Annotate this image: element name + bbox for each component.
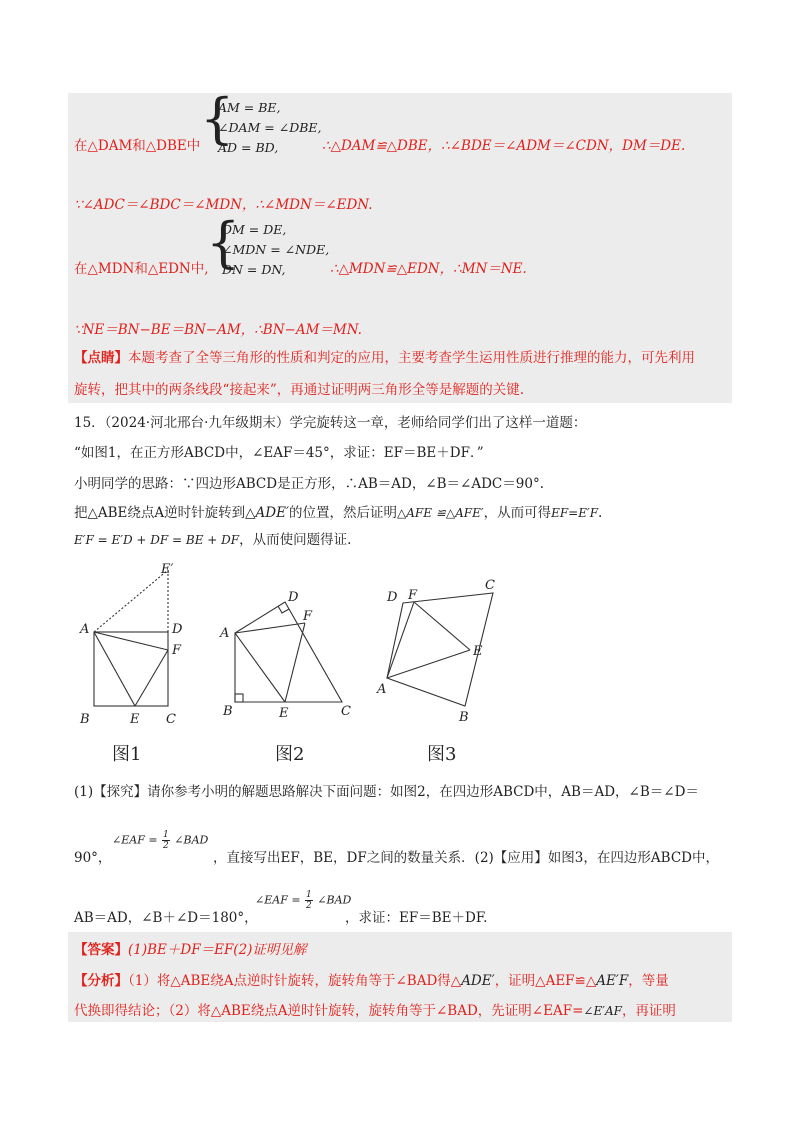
equation-system-1 xyxy=(218,98,322,158)
comment-line-2: 旋转，把其中的两条线段“接起来”，再通过证明两三角形全等是解题的关键. xyxy=(74,382,525,398)
q15-l4a: 把△ABE绕点A逆时针旋转到 xyxy=(74,505,246,521)
comment-tag: 【点睛】 xyxy=(74,350,128,366)
q15-line-4 xyxy=(74,501,602,521)
formula2-den: 2 xyxy=(306,901,312,911)
analysis-text-2b: ∠E′AF xyxy=(583,1004,622,1018)
q15-line-1: 15．（2024·河北邢台·九年级期末）学完旋转这一章，老师给同学们出了这样一道题： xyxy=(74,415,587,431)
fig2-right-angle-B xyxy=(235,694,243,702)
q15-l4d: △AFE ≌△AFE′ xyxy=(397,506,484,520)
fig2-line-EF xyxy=(285,623,305,702)
analysis-text-2c: ，再证明 xyxy=(621,1003,676,1019)
comment-text-1: 本题考查了全等三角形的性质和判定的应用，主要考查学生运用性质进行推理的能力，可先利用 xyxy=(128,350,695,366)
line-3: ∵NE＝BN−BE＝BN−AM，∴BN−AM＝MN. xyxy=(74,322,362,338)
answer-tag: 【答案】 xyxy=(74,942,128,958)
fig3-caption: 图3 xyxy=(427,744,457,765)
block2-prefix: 在△MDN和△EDN中, xyxy=(74,261,209,277)
analysis-text-2a: 代换即得结论；（2）将△ABE绕点A逆时针旋转，旋转角等于∠BAD，先证明∠EAF= xyxy=(74,1003,584,1019)
fig1-caption: 图1 xyxy=(112,744,142,765)
fig3-label-E: E xyxy=(473,644,483,659)
fig3-line-FE xyxy=(414,602,470,650)
part1-line-1: (1)【探究】请你参考小明的解题思路解决下面问题：如图2，在四边形ABCD中，AB＝AD，∠B＝∠D＝ xyxy=(74,784,699,800)
formula2-rhs: ∠BAD xyxy=(317,893,352,907)
q15-l4g: . xyxy=(598,505,603,521)
part1-line-3a: AB＝AD，∠B＋∠D＝180°， xyxy=(74,910,258,926)
formula1-fraction xyxy=(162,830,170,851)
q15-line-3: 小明同学的思路：∵四边形ABCD是正方形，∴AB＝AD，∠B＝∠ADC＝90°. xyxy=(74,476,544,492)
analysis-text-1d: AE′F xyxy=(596,973,629,989)
fig3-label-D: D xyxy=(387,590,398,605)
fig1-label-A: A xyxy=(80,622,90,637)
fig3-label-C: C xyxy=(485,578,495,593)
analysis-text-1e: ，等量 xyxy=(628,973,669,989)
fig2-label-A: A xyxy=(220,626,230,641)
fig1-line-EF xyxy=(135,650,168,706)
brace-2: { xyxy=(206,211,241,274)
fig1-label-E: E xyxy=(130,712,140,727)
fig1-label-C: C xyxy=(166,712,176,727)
q15-l4c: 的位置，然后证明 xyxy=(289,505,398,521)
fig2-label-B: B xyxy=(223,704,233,719)
formula1-rhs: ∠BAD xyxy=(174,833,209,847)
fig1-line-AF xyxy=(94,632,168,650)
answer-line xyxy=(74,938,306,958)
fig2-label-D: D xyxy=(288,590,299,605)
eq5-line: ∠MDN = ∠NDE, xyxy=(222,242,330,257)
formula1-num: 1 xyxy=(163,830,169,840)
q15-l5a: E′F = E′D + DF = BE + DF xyxy=(74,533,240,547)
q15-l4f: EF=E′F xyxy=(551,506,599,520)
figure-2 xyxy=(215,575,365,770)
brace-1: { xyxy=(200,87,235,150)
q15-l4b: △ADE′ xyxy=(245,505,290,521)
line-2: ∵∠ADC＝∠BDC＝∠MDN，∴∠MDN＝∠EDN. xyxy=(74,197,373,213)
fig1-line-AE xyxy=(94,632,135,706)
q15-l5b: ，从而使问题得证. xyxy=(239,532,352,548)
block1-prefix: 在△DAM和△DBE中 xyxy=(74,138,201,154)
analysis-line-2 xyxy=(74,999,676,1019)
block1-suffix: ∴△DAM≌△DBE，∴∠BDE＝∠ADM＝∠CDN，DM＝DE. xyxy=(322,138,686,154)
formula2-lhs: ∠EAF = xyxy=(255,893,301,907)
fig1-line-AE' xyxy=(94,570,168,632)
fig3-label-A: A xyxy=(377,682,387,697)
answer-text: (1)BE＋DF＝EF(2)证明见解 xyxy=(128,942,307,958)
eq2-line: ∠DAM = ∠DBE, xyxy=(218,120,322,135)
eq3-line: AD = BD, xyxy=(218,140,279,155)
q15-line-2: “如图1，在正方形ABCD中，∠EAF＝45°，求证：EF＝BE＋DF．” xyxy=(74,445,484,461)
analysis-text-1a: （1）将△ABE绕A点逆时针旋转，旋转角等于∠BAD得△ xyxy=(128,973,462,989)
fig3-line-AE xyxy=(387,650,470,678)
eq6-line: DN = DN, xyxy=(222,262,286,277)
fig2-caption: 图2 xyxy=(275,744,305,765)
fig1-label-B: B xyxy=(80,712,90,727)
part1-line-2a: 90°， xyxy=(74,850,112,866)
equation-system-2 xyxy=(222,220,329,280)
formula1-lhs: ∠EAF = xyxy=(112,833,158,847)
eq4-line: DM = DE, xyxy=(222,222,287,237)
analysis-text-1b: ADE′ xyxy=(461,973,495,989)
block2-suffix: ∴△MDN≌△EDN，∴MN＝NE. xyxy=(330,261,527,277)
fig3-label-B: B xyxy=(459,710,469,725)
fig1-label-F: F xyxy=(172,643,182,658)
analysis-tag: 【分析】 xyxy=(74,973,128,989)
formula2-fraction xyxy=(305,890,313,911)
fig2-label-F: F xyxy=(303,609,313,624)
fig2-line-AF xyxy=(235,623,305,633)
fig1-label-D: D xyxy=(172,622,183,637)
q15-l4e: ，从而可得 xyxy=(483,505,552,521)
comment-line-1 xyxy=(74,346,695,366)
fig2-label-E: E xyxy=(279,706,289,721)
formula1-den: 2 xyxy=(163,841,169,851)
formula-eaf-1 xyxy=(112,830,208,851)
fig2-line-AE xyxy=(235,633,285,702)
part1-line-2b: ，直接写出EF，BE，DF之间的数量关系．(2)【应用】如图3，在四边形ABCD中， xyxy=(213,850,719,866)
eq1-line: AM = BE, xyxy=(218,100,281,115)
fig2-label-C: C xyxy=(341,704,351,719)
figure-1 xyxy=(70,560,200,770)
fig1-label-E': E′ xyxy=(161,562,174,577)
fig3-label-F: F xyxy=(408,588,418,603)
formula2-num: 1 xyxy=(306,890,312,900)
q15-line-5 xyxy=(74,528,351,548)
analysis-text-1c: ，证明△AEF≌△ xyxy=(494,973,597,989)
analysis-line-1 xyxy=(74,969,669,989)
formula-eaf-2 xyxy=(255,890,351,911)
figure-3 xyxy=(375,575,505,770)
part1-line-3b: ，求证：EF＝BE＋DF. xyxy=(345,910,488,926)
